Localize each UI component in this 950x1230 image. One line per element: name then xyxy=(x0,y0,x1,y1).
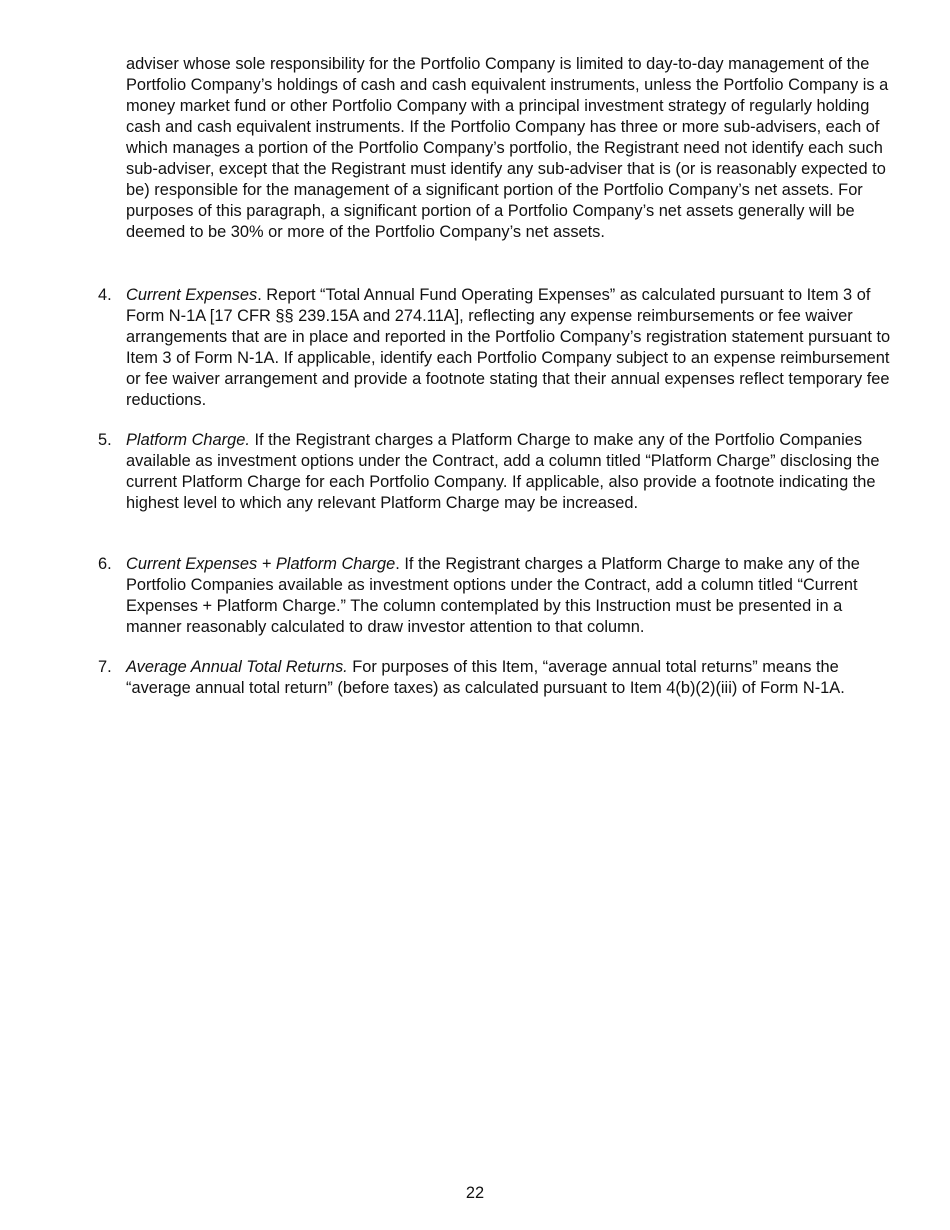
item-heading: Average Annual Total Returns. xyxy=(126,658,348,676)
item-number: 5. xyxy=(98,431,112,449)
item-heading: Current Expenses + Platform Charge xyxy=(126,555,396,573)
continuation-paragraph: adviser whose sole responsibility for the Portfolio Company is limited to day-to-day management of the Portfolio Company’s holdings of cash and cash equivalent instruments, unless the Portfolio Company is a money market fund or other Portfolio Company with a principal investment strategy of regularly holding cash and cash equivalent instruments. If the Portfolio Company has three or more sub-advisers, each of which manages a portion of the Portfolio Company’s portfolio, the Registrant need not identify each such sub-adviser, except that the Registrant must identify any sub-adviser that is (or is reasonably expected to be) responsible for the management of a significant portion of the Portfolio Company’s net assets. For purposes of this paragraph, a significant portion of a Portfolio Company’s net assets generally will be deemed to be 30% or more of the Portfolio Company’s net assets. xyxy=(126,55,889,241)
page-number: 22 xyxy=(465,1184,485,1202)
item-number: 4. xyxy=(98,286,112,304)
list-item-6 xyxy=(96,554,898,638)
item-text: . If the Registrant charges a Platform Charge to make any of the Portfolio Companies available as investment options under the Contract, add a column titled “Current Expenses + Platform Charge.” The column contemplated by this Instruction must be presented in a manner reasonably calculated to draw investor attention to that column. xyxy=(126,555,860,636)
list-item-4 xyxy=(96,285,898,411)
list-item-5 xyxy=(96,430,898,514)
instruction-list xyxy=(96,285,898,432)
item-number: 7. xyxy=(98,658,112,676)
item-heading: Platform Charge. xyxy=(126,431,250,449)
item-text: For purposes of this Item, “average annual total returns” means the “average annual total return” (before taxes) as calculated pursuant to Item 4(b)(2)(iii) of Form N-1A. xyxy=(126,658,845,697)
instruction-list-item-6 xyxy=(96,554,898,638)
instruction-list-item-5 xyxy=(96,430,898,514)
item-heading: Current Expenses xyxy=(126,286,258,304)
instruction-list-item-7 xyxy=(96,657,898,699)
item-text: If the Registrant charges a Platform Charge to make any of the Portfolio Companies available as investment options under the Contract, add a column titled “Platform Charge” disclosing the current Platform Charge for each Portfolio Company. If applicable, also provide a footnote indicating the highest level to which any relevant Platform Charge may be increased. xyxy=(126,431,880,512)
list-item-7 xyxy=(96,657,898,699)
item-number: 6. xyxy=(98,555,112,573)
item-text: . Report “Total Annual Fund Operating Expenses” as calculated pursuant to Item 3 of Form N-1A [17 CFR §§ 239.15A and 274.11A], reflecting any expense reimbursements or fee waiver arrangements that are in place and reported in the Portfolio Company’s registration statement pursuant to Item 3 of Form N-1A. If applicable, identify each Portfolio Company subject to an expense reimbursement or fee waiver arrangement and provide a footnote stating that their annual expenses reflect temporary fee reductions. xyxy=(126,286,891,409)
